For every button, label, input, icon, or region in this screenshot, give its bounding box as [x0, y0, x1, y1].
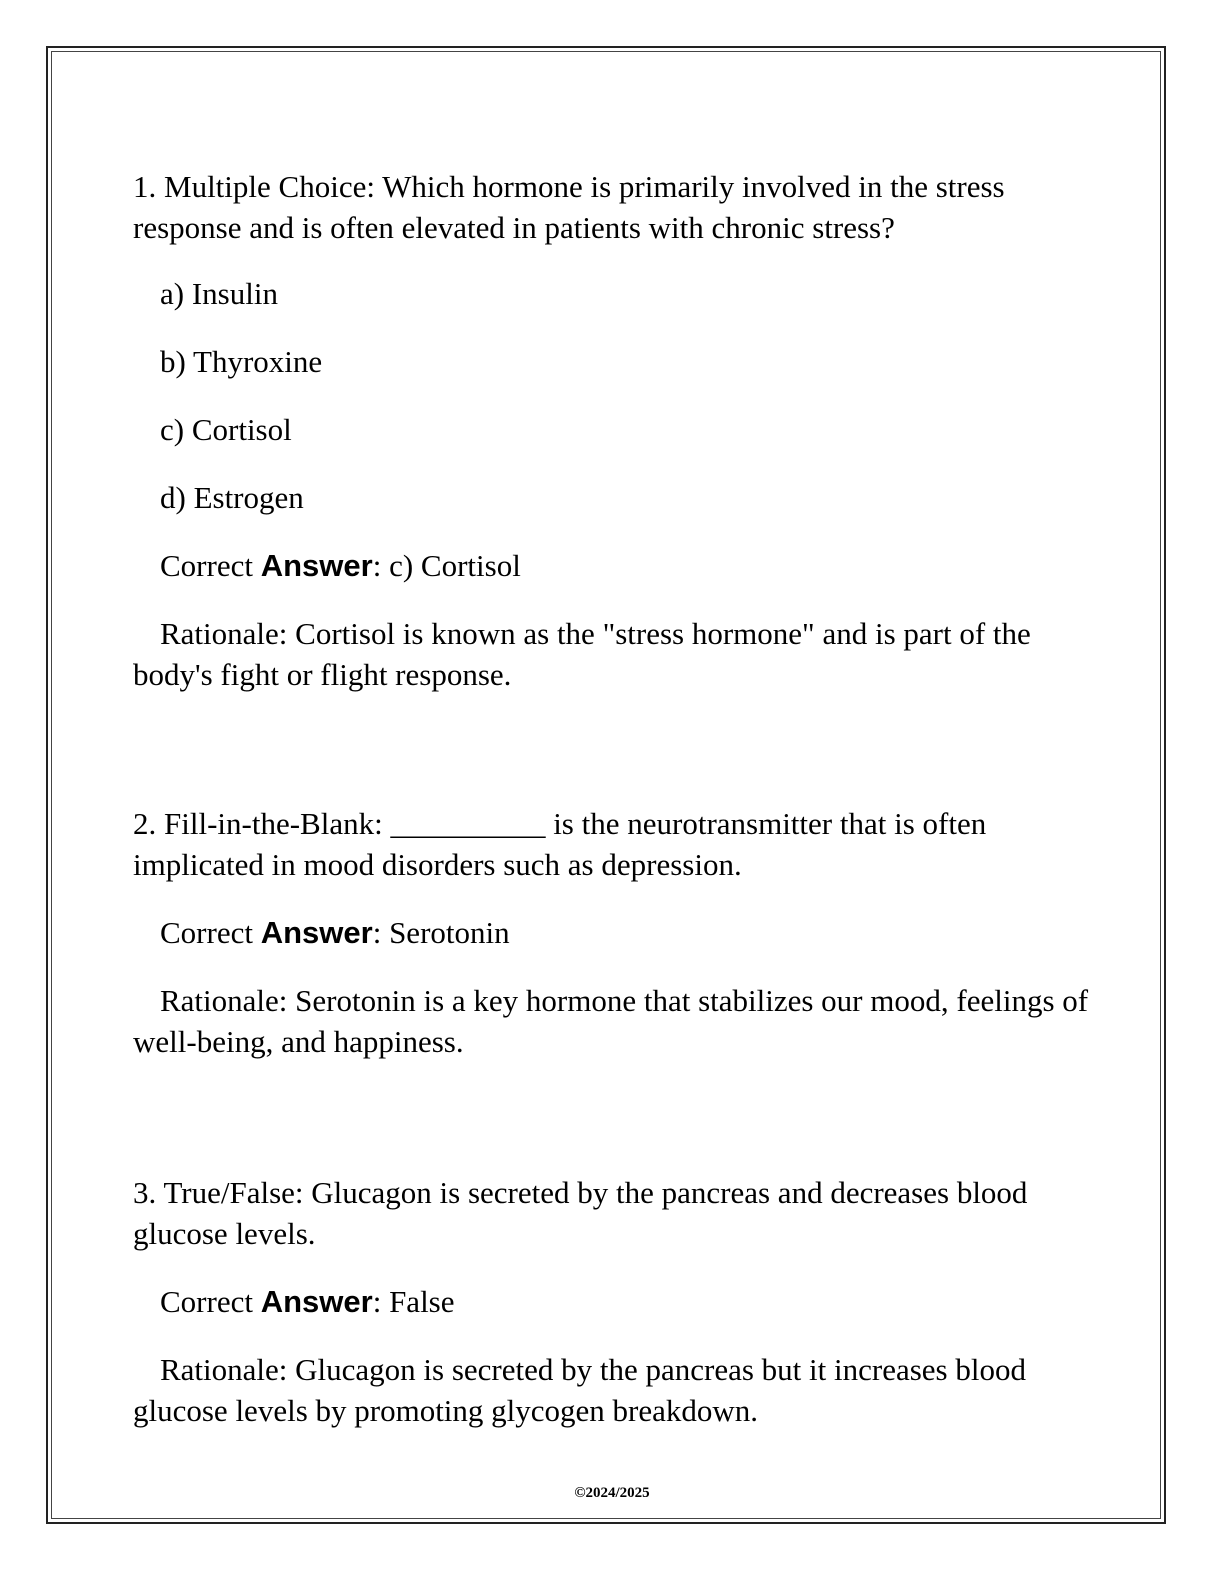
question-1 — [133, 166, 1093, 695]
option-a: a) Insulin — [160, 276, 278, 311]
question-1-prompt: 1. Multiple Choice: Which hormone is primarily involved in the stress response and is often elevated in patients with chronic stress? — [133, 169, 1005, 245]
answer-value: : Serotonin — [372, 915, 510, 950]
question-1-answer — [133, 545, 1093, 586]
question-2-rationale: Rationale: Serotonin is a key hormone that stabilizes our mood, feelings of well-being, and happiness. — [133, 983, 1089, 1059]
question-1-rationale: Rationale: Cortisol is known as the "stress hormone" and is part of the body's fight or flight response. — [133, 616, 1031, 692]
answer-prefix: Correct — [160, 915, 261, 950]
option-c: c) Cortisol — [160, 412, 292, 447]
answer-value: : False — [372, 1284, 455, 1319]
question-3-prompt: 3. True/False: Glucagon is secreted by the pancreas and decreases blood glucose levels. — [133, 1175, 1028, 1251]
question-1-options — [133, 273, 1093, 518]
answer-label: Answer — [260, 548, 373, 583]
answer-prefix: Correct — [160, 1284, 261, 1319]
question-2-prompt: 2. Fill-in-the-Blank: __________ is the neurotransmitter that is often implicated in mood disorders such as depression. — [133, 806, 987, 882]
question-2 — [133, 803, 1093, 1062]
document-body — [133, 166, 1093, 1431]
copyright-footer: ©2024/2025 — [574, 1485, 650, 1501]
option-d: d) Estrogen — [160, 480, 304, 515]
answer-prefix: Correct — [160, 548, 261, 583]
question-3-rationale: Rationale: Glucagon is secreted by the pancreas but it increases blood glucose levels by promoting glycogen breakdown. — [133, 1352, 1026, 1428]
option-b: b) Thyroxine — [160, 344, 323, 379]
answer-label: Answer — [260, 915, 373, 950]
answer-value: : c) Cortisol — [372, 548, 521, 583]
question-2-answer — [133, 912, 1093, 953]
answer-label: Answer — [260, 1284, 373, 1319]
question-3 — [133, 1172, 1093, 1431]
question-3-answer — [133, 1281, 1093, 1322]
